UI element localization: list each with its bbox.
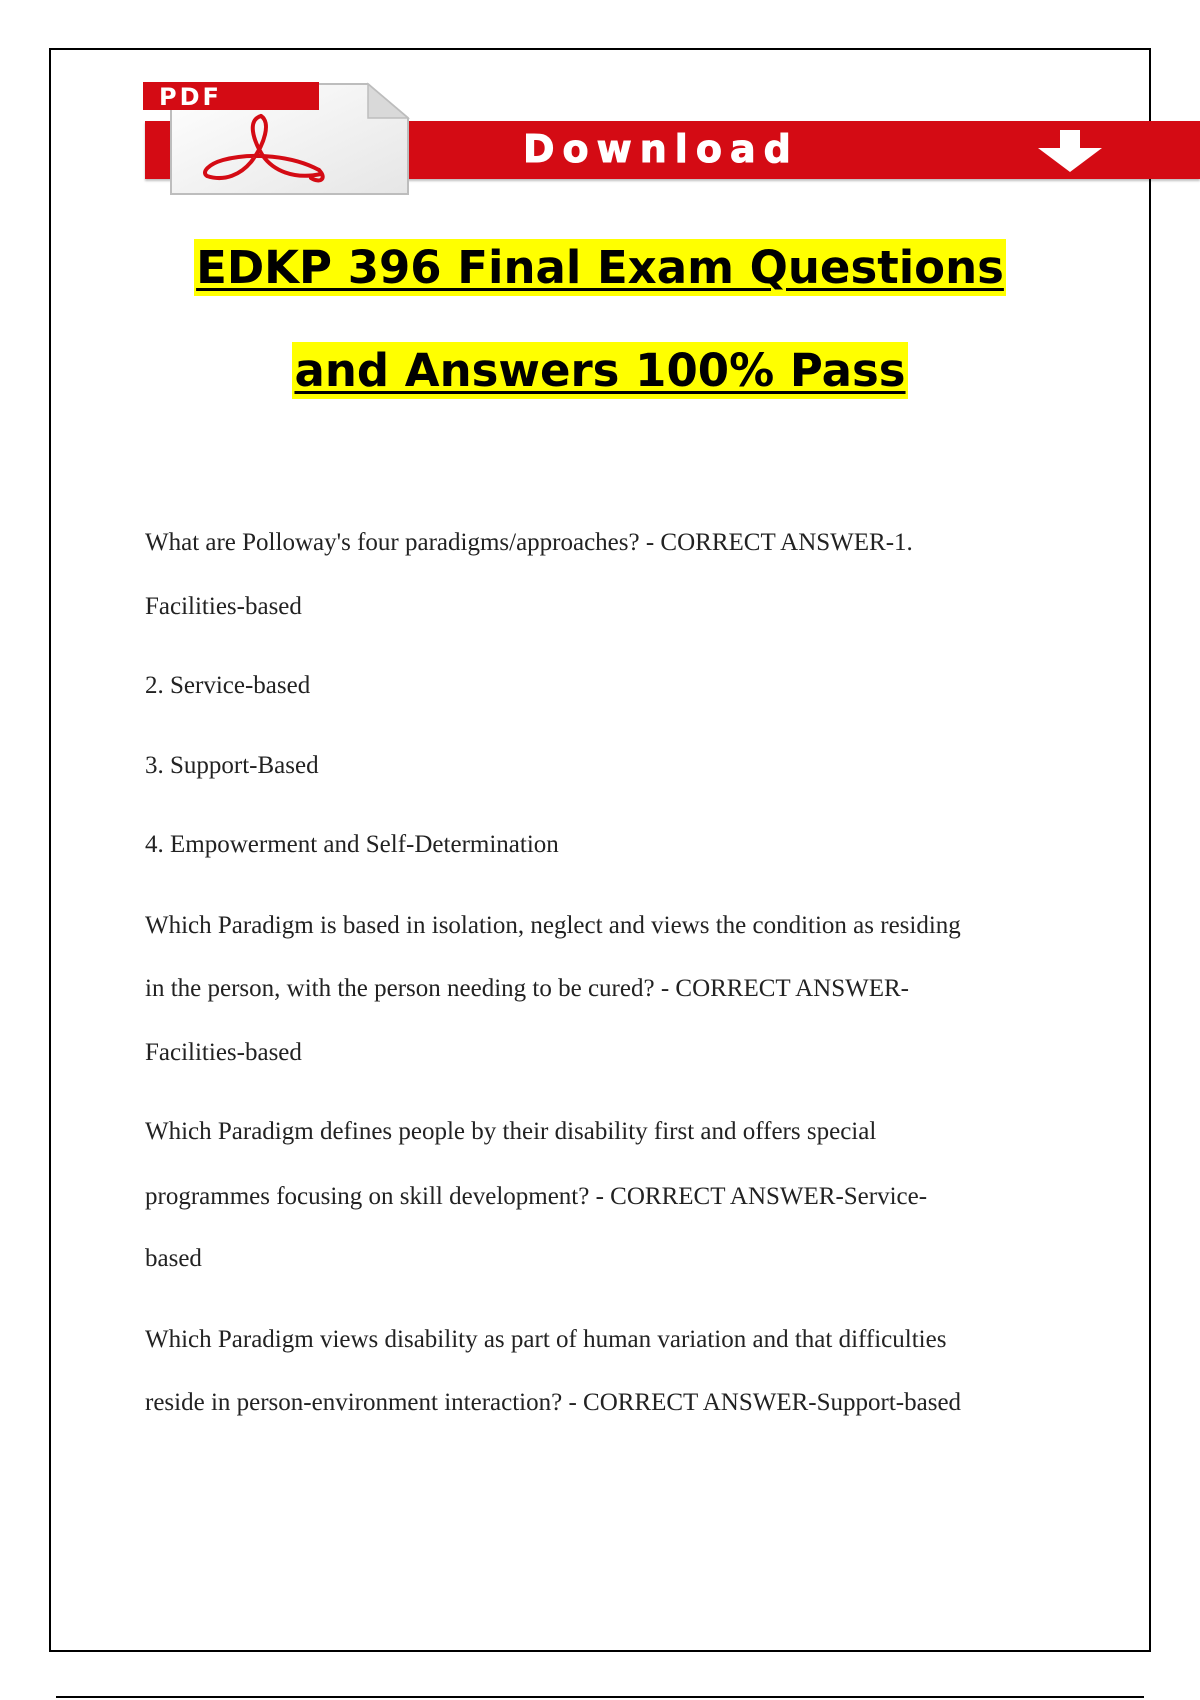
- content-line: 3. Support-Based: [145, 752, 319, 779]
- content-line: reside in person-environment interaction? - CORRECT ANSWER-Support-based: [145, 1389, 962, 1416]
- content-line: 2. Service-based: [145, 672, 311, 699]
- download-label[interactable]: Download: [523, 127, 799, 171]
- pdf-label: PDF: [159, 83, 222, 111]
- content-line: Facilities-based: [145, 593, 302, 620]
- bottom-divider: [56, 1696, 1144, 1698]
- content-line: in the person, with the person needing to be cured? - CORRECT ANSWER-: [145, 975, 909, 1002]
- content-line: programmes focusing on skill development? - CORRECT ANSWER-Service-: [145, 1183, 928, 1210]
- content-line: based: [145, 1245, 202, 1272]
- document-title-line-1: EDKP 396 Final Exam Questions: [196, 241, 1004, 294]
- content-line: 4. Empowerment and Self-Determination: [145, 831, 559, 858]
- content-line: What are Polloway's four paradigms/approaches? - CORRECT ANSWER-1.: [145, 529, 913, 556]
- pdf-file-icon: [143, 78, 413, 196]
- document-title-line-2: and Answers 100% Pass: [294, 344, 906, 397]
- content-line: Which Paradigm views disability as part of human variation and that difficulties: [145, 1326, 947, 1353]
- content-line: Which Paradigm is based in isolation, neglect and views the condition as residing: [145, 912, 961, 939]
- content-line: Which Paradigm defines people by their disability first and offers special: [145, 1118, 877, 1145]
- download-arrow-icon[interactable]: [1030, 128, 1110, 174]
- content-line: Facilities-based: [145, 1039, 302, 1066]
